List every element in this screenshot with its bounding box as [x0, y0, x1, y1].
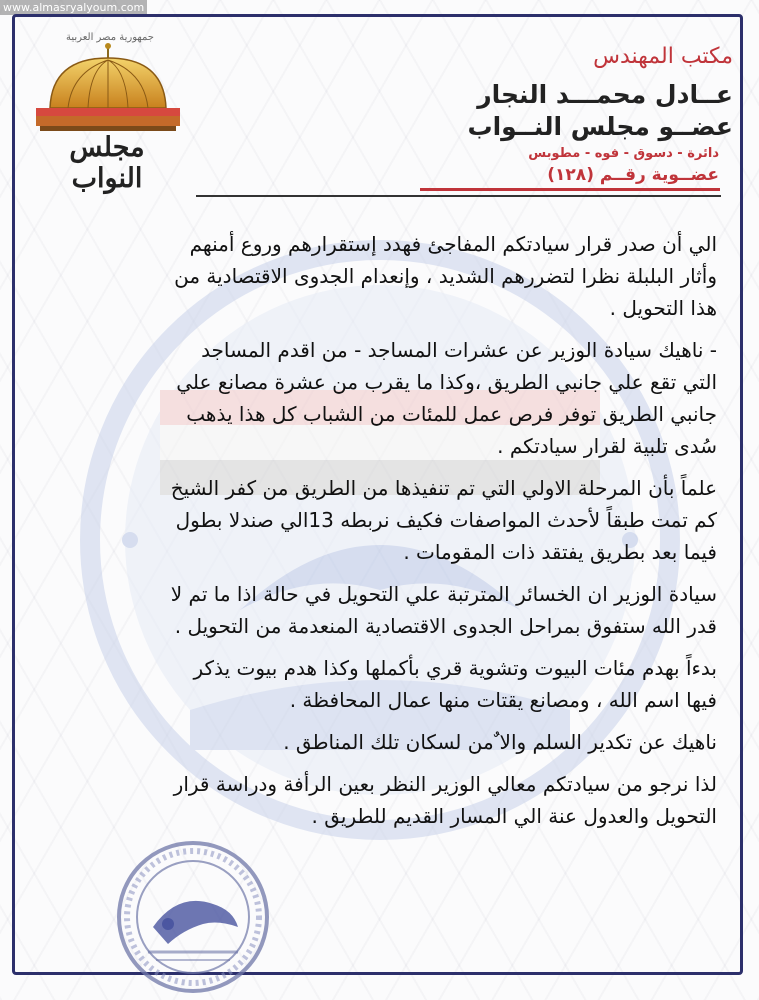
- site-watermark: www.almasryalyoum.com: [0, 0, 147, 15]
- paragraph: [95, 768, 717, 832]
- district-label: دائرة - دسوق - فوه - مطوبس: [528, 146, 719, 161]
- text-line: الي أن صدر قرار سيادتكم المفاجئ فهدد إستقرارهم وروع أمنهم: [189, 232, 717, 256]
- text-line: فيها اسم الله ، ومصانع يقتات منها عمال المحافظة .: [289, 688, 717, 712]
- text-line: سيادة الوزير ان الخسائر المترتبة علي التحويل في حالة اذا ما تم لا: [170, 582, 717, 606]
- paragraph: [95, 228, 717, 324]
- text-line: جانبي الطريق توفر فرص عمل للمئات من الشباب كل هذا يذهب: [186, 402, 717, 426]
- text-line: وأثار البلبلة نظرا لتضررهم الشديد ، وإنعدام الجدوى الاقتصادية من: [174, 264, 717, 288]
- republic-label: جمهورية مصر العربية: [66, 32, 154, 43]
- office-title: مكتب المهندس: [593, 44, 733, 69]
- membership-number: عضــوية رقــم (١٢٨): [547, 165, 719, 185]
- text-line: التحويل والعدول عنة الي المسار القديم للطريق .: [311, 804, 717, 828]
- text-line: قدر الله ستفوق بمراحل الجدوى الاقتصادية المنعدمة من التحويل .: [174, 614, 717, 638]
- parliament-logo-text: مجلس النواب: [69, 132, 145, 194]
- text-line: كم تمت طبقاً لأحدث المواصفات فكيف نربطه 13الي صندلا بطول: [175, 508, 717, 532]
- text-line: فيما بعد بطريق يفتقد ذات المقومات .: [403, 540, 717, 564]
- letter-body: [95, 228, 717, 832]
- paragraph: [95, 652, 717, 716]
- header-red-rule: [420, 188, 720, 191]
- paragraph: [95, 726, 717, 758]
- text-line: هذا التحويل .: [609, 296, 717, 320]
- text-line: علماً بأن المرحلة الاولي التي تم تنفيذها من الطريق من كفر الشيخ: [170, 476, 717, 500]
- text-line: التي تقع علي جانبي الطريق ،وكذا ما يقرب من عشرة مصانع علي: [176, 370, 717, 394]
- text-line: سُدى تلبية لقرار سيادتكم .: [497, 434, 717, 458]
- text-line: - ناهيك سيادة الوزير عن عشرات المساجد - من اقدم المساجد: [201, 338, 717, 362]
- header-dark-rule: [196, 195, 721, 197]
- member-role: عضــو مجلس النــواب: [467, 112, 733, 141]
- text-line: بدءاً بهدم مئات البيوت وتشوية قري بأكملها وكذا هدم بيوت يذكر: [193, 656, 717, 680]
- official-stamp: [108, 832, 278, 997]
- text-line: ناهيك عن تكدير السلم والا ٌمن لسكان تلك المناطق .: [283, 730, 717, 754]
- paragraph: [95, 472, 717, 568]
- paragraph: [95, 578, 717, 642]
- paragraph: [95, 334, 717, 462]
- member-name: عــادل محمـــد النجار: [477, 80, 733, 109]
- text-line: لذا نرجو من سيادتكم معالي الوزير النظر بعين الرأفة ودراسة قرار: [173, 772, 717, 796]
